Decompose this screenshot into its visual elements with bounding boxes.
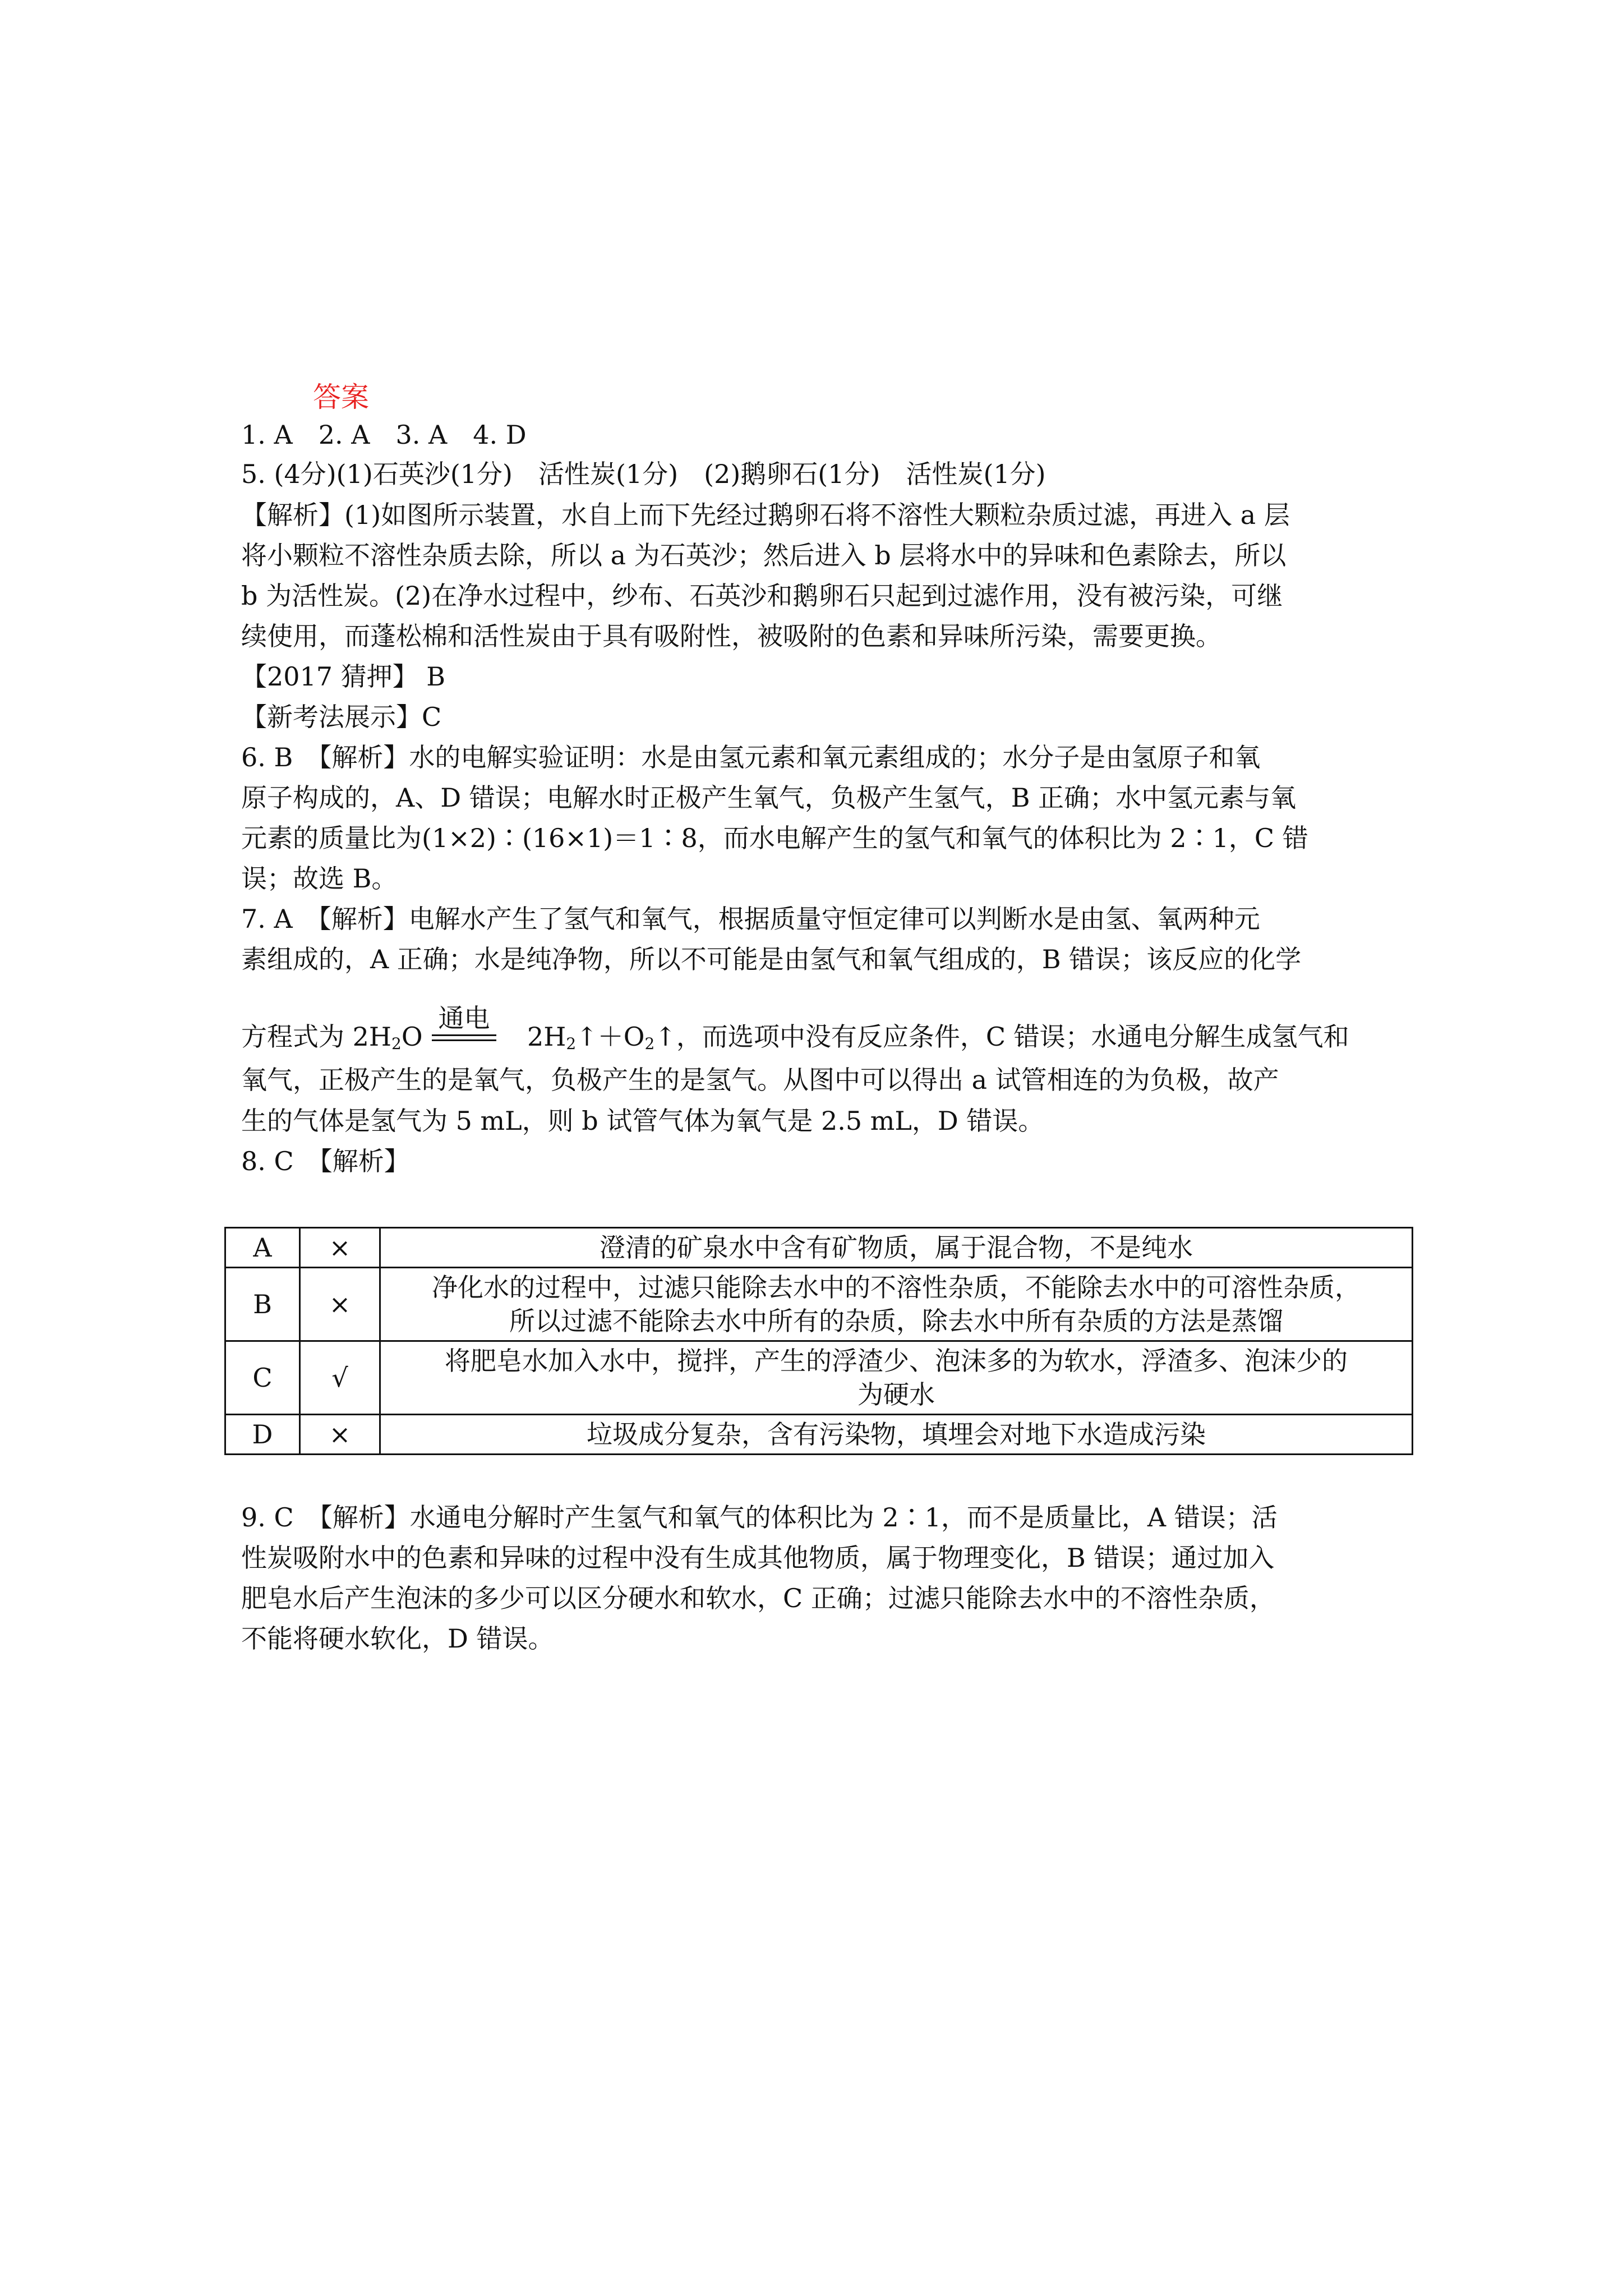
table-row [225, 1341, 1413, 1415]
answer-title: 答案 [313, 381, 369, 413]
q9-line: 不能将硬水软化，D 错误。 [241, 1623, 554, 1654]
q9-line: 9. C 【解析】水通电分解时产生氢气和氧气的体积比为 2∶1，而不是质量比，A 错误；活 [241, 1502, 1278, 1533]
q7-line: 7. A 【解析】电解水产生了氢气和氧气，根据质量守恒定律可以判断水是由氢、氧两种元 [241, 904, 1260, 934]
q6-line: 原子构成的，A、D 错误；电解水时正极产生氧气，负极产生氢气，B 正确；水中氢元素与氧 [241, 783, 1297, 813]
option-cell: C [225, 1341, 300, 1415]
q6-line: 元素的质量比为(1×2)∶(16×1)＝1∶8，而水电解产生的氢气和氧气的体积比为 2∶1，C 错 [241, 823, 1308, 853]
guess-answer: 【2017 猜押】 B [241, 661, 446, 692]
q9-line: 肥皂水后产生泡沫的多少可以区分硬水和软水，C 正确；过滤只能除去水中的不溶性杂质， [241, 1583, 1275, 1613]
new-method-answer: 【新考法展示】C [241, 702, 442, 732]
q8-heading: 8. C 【解析】 [241, 1146, 410, 1176]
explanation-cell: 将肥皂水加入水中，搅拌，产生的浮渣少、泡沫多的为软水，浮渣多、泡沫少的 为硬水 [380, 1341, 1413, 1415]
table-row [225, 1228, 1413, 1268]
judgement-cell: × [300, 1268, 380, 1341]
option-cell: D [225, 1415, 300, 1455]
q9-line: 性炭吸附水中的色素和异味的过程中没有生成其他物质，属于物理变化，B 错误；通过加入 [241, 1543, 1275, 1573]
q5-analysis-line: 【解析】(1)如图所示装置，水自上而下先经过鹅卵石将不溶性大颗粒杂质过滤，再进入 a 层 [241, 500, 1290, 530]
answer-5: 5. (4分)(1)石英沙(1分) 活性炭(1分) (2)鹅卵石(1分) 活性炭(1分) [241, 459, 1046, 489]
equation-left: 方程式为 $2H_2O$ [241, 1022, 423, 1053]
q7-line: 生的气体是氢气为 5 mL，则 b 试管气体为氧气是 2.5 mL，D 错误。 [241, 1106, 1044, 1136]
q8-analysis-table [224, 1227, 1413, 1455]
answers-1-4: 1. A 2. A 3. A 4. D [241, 420, 527, 450]
judgement-cell: √ [300, 1341, 380, 1415]
q6-line: 6. B 【解析】水的电解实验证明：水是由氢元素和氧元素组成的；水分子是由氢原子和氧 [241, 742, 1261, 772]
q5-analysis-line: b 为活性炭。(2)在净水过程中，纱布、石英沙和鹅卵石只起到过滤作用，没有被污染，可继 [241, 581, 1283, 611]
table-row [225, 1268, 1413, 1341]
explanation-cell: 垃圾成分复杂，含有污染物，填埋会对地下水造成污染 [380, 1415, 1413, 1455]
table-row [225, 1415, 1413, 1455]
q7-line: 素组成的，A 正确；水是纯净物，所以不可能是由氢气和氧气组成的，B 错误；该反应的化学 [241, 944, 1302, 974]
reaction-condition: 通电 [432, 1004, 496, 1041]
judgement-cell: × [300, 1228, 380, 1268]
equation-equals-bar [432, 1034, 496, 1041]
explanation-cell: 澄清的矿泉水中含有矿物质，属于混合物，不是纯水 [380, 1228, 1413, 1268]
option-cell: A [225, 1228, 300, 1268]
q5-analysis-line: 将小颗粒不溶性杂质去除，所以 a 为石英沙；然后进入 b 层将水中的异味和色素除去，所以 [241, 540, 1287, 570]
q7-line: 氧气，正极产生的是氧气，负极产生的是氢气。从图中可以得出 a 试管相连的为负极，故产 [241, 1065, 1279, 1095]
explanation-cell: 净化水的过程中，过滤只能除去水中的不溶性杂质，不能除去水中的可溶性杂质， 所以过滤不能除去水中所有的杂质，除去水中所有杂质的方法是蒸馏 [380, 1268, 1413, 1341]
equation-right: $2H_2↑+O_2↑$，而选项中没有反应条件，C 错误；水通电分解生成氢气和 [527, 1022, 1349, 1053]
option-cell: B [225, 1268, 300, 1341]
q6-line: 误；故选 B。 [241, 863, 398, 894]
judgement-cell: × [300, 1415, 380, 1455]
q5-analysis-line: 续使用，而蓬松棉和活性炭由于具有吸附性，被吸附的色素和异味所污染，需要更换。 [241, 621, 1221, 651]
